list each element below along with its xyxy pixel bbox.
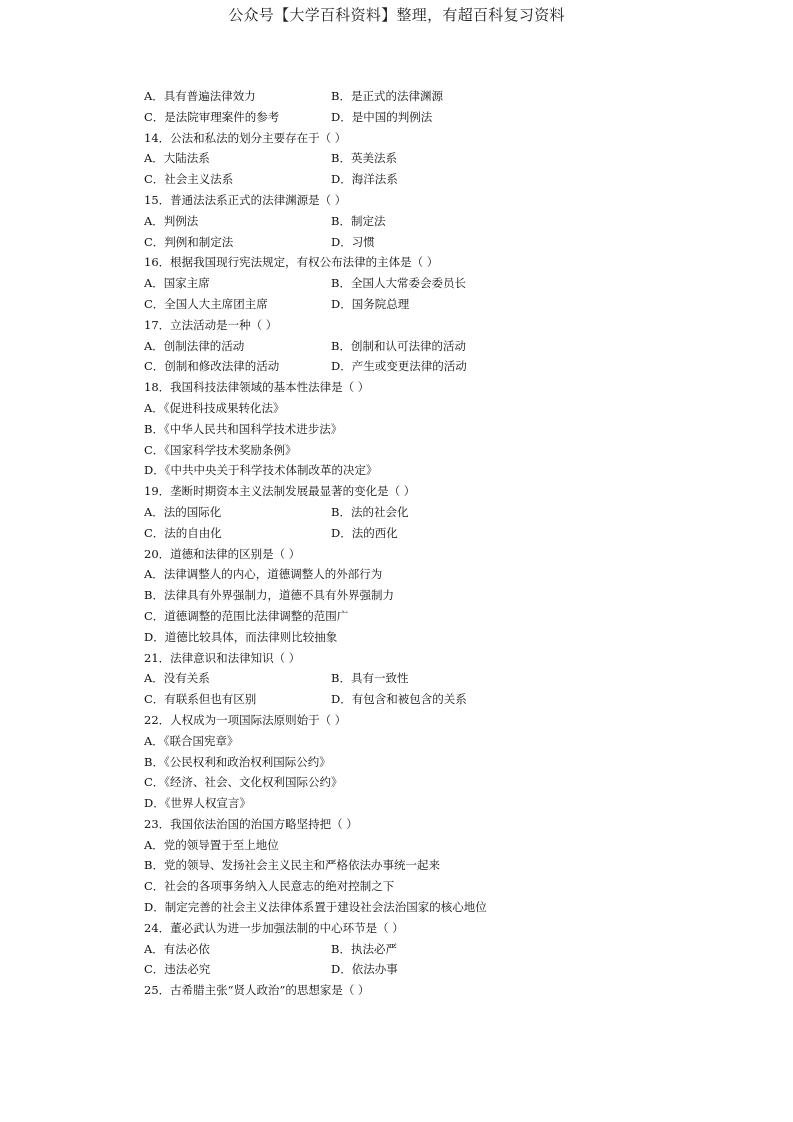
option-line: C．《国家科学技术奖励条例》: [144, 442, 297, 457]
option-row: [144, 148, 704, 169]
question-line: 19．垄断时期资本主义法制发展最显著的变化是（ ）: [144, 484, 416, 499]
option-row: [144, 107, 704, 128]
option-row: [144, 294, 704, 315]
question-content: [144, 86, 704, 1001]
option-left: A．法的国际化: [144, 504, 222, 519]
option-right: B．法的社会化: [331, 504, 409, 519]
question-line: 25．古希腊主张“贤人政治”的思想家是（ ）: [144, 983, 370, 998]
option-left: C．社会主义法系: [144, 172, 234, 187]
option-left: A．没有关系: [144, 671, 210, 686]
option-right: D．依法办事: [331, 962, 398, 977]
question-line: 21．法律意识和法律知识（ ）: [144, 650, 301, 665]
option-row: [144, 211, 704, 232]
option-row: [144, 523, 704, 544]
option-line: B．《公民权利和政治权利国际公约》: [144, 754, 331, 769]
option-left: A．判例法: [144, 213, 199, 228]
question-line: 17．立法活动是一种（ ）: [144, 317, 278, 332]
option-line: B．法律具有外界强制力，道德不具有外界强制力: [144, 588, 394, 603]
option-left: A．大陆法系: [144, 151, 210, 166]
option-row: [144, 232, 704, 253]
option-left: C．是法院审理案件的参考: [144, 109, 280, 124]
option-row: [144, 86, 704, 107]
option-right: B．是正式的法律渊源: [331, 89, 443, 103]
option-left: C．全国人大主席团主席: [144, 296, 268, 311]
option-left: A．有法必依: [144, 941, 210, 956]
option-right: D．海洋法系: [331, 172, 398, 187]
option-right: D．是中国的判例法: [331, 109, 433, 124]
question-line: 24．董必武认为进一步加强法制的中心环节是（ ）: [144, 920, 404, 935]
option-row: [144, 169, 704, 190]
option-left: A．国家主席: [144, 276, 210, 291]
option-row: [144, 959, 704, 980]
option-right: D．产生或变更法律的活动: [331, 359, 467, 374]
option-right: B．制定法: [331, 213, 386, 228]
option-line: B．党的领导、发扬社会主义民主和严格依法办事统一起来: [144, 858, 440, 873]
option-row: [144, 273, 704, 294]
option-left: A．具有普遍法律效力: [144, 89, 256, 103]
option-right: B．全国人大常委会委员长: [331, 276, 466, 291]
option-row: [144, 668, 704, 689]
option-line: A．法律调整人的内心，道德调整人的外部行为: [144, 567, 383, 582]
option-right: B．具有一致性: [331, 671, 409, 686]
option-row: [144, 939, 704, 960]
option-right: B．创制和认可法律的活动: [331, 338, 466, 353]
option-row: [144, 502, 704, 523]
option-line: C．社会的各项事务纳入人民意志的绝对控制之下: [144, 879, 395, 894]
option-line: A．《促进科技成果转化法》: [144, 400, 285, 415]
option-right: B．执法必严: [331, 941, 397, 956]
question-line: 23．我国依法治国的治国方略坚持把（ ）: [144, 816, 358, 831]
option-row: [144, 689, 704, 710]
option-right: B．英美法系: [331, 151, 397, 166]
option-line: C．《经济、社会、文化权利国际公约》: [144, 775, 343, 790]
option-right: D．习惯: [331, 234, 375, 249]
question-line: 16．根据我国现行宪法规定，有权公布法律的主体是（ ）: [144, 255, 439, 270]
option-line: D．道德比较具体，而法律则比较抽象: [144, 629, 338, 644]
option-row: [144, 356, 704, 377]
option-left: C．法的自由化: [144, 525, 222, 540]
page-header: 公众号【大学百科资料】整理，有超百科复习资料: [228, 6, 565, 24]
option-line: A．《联合国宪章》: [144, 733, 239, 748]
option-left: C．判例和制定法: [144, 234, 234, 249]
question-line: 22．人权成为一项国际法原则始于（ ）: [144, 712, 347, 727]
option-line: C．道德调整的范围比法律调整的范围广: [144, 608, 349, 623]
question-line: 14．公法和私法的划分主要存在于（ ）: [144, 130, 347, 145]
option-row: [144, 336, 704, 357]
option-left: A．创制法律的活动: [144, 338, 245, 353]
option-right: D．国务院总理: [331, 296, 410, 311]
option-line: B．《中华人民共和国科学技术进步法》: [144, 421, 343, 436]
option-line: D．《世界人权宣言》: [144, 796, 251, 811]
option-line: A．党的领导置于至上地位: [144, 837, 279, 852]
option-left: C．创制和修改法律的活动: [144, 359, 280, 374]
question-line: 18．我国科技法律领域的基本性法律是（ ）: [144, 380, 370, 395]
option-left: C．违法必究: [144, 962, 211, 977]
option-right: D．有包含和被包含的关系: [331, 692, 467, 707]
option-line: D．制定完善的社会主义法律体系置于建设社会法治国家的核心地位: [144, 900, 487, 915]
option-right: D．法的西化: [331, 525, 398, 540]
question-line: 20．道德和法律的区别是（ ）: [144, 546, 301, 561]
question-line: 15．普通法法系正式的法律渊源是（ ）: [144, 192, 347, 207]
option-left: C．有联系但也有区别: [144, 692, 257, 707]
option-line: D．《中共中央关于科学技术体制改革的决定》: [144, 463, 378, 478]
